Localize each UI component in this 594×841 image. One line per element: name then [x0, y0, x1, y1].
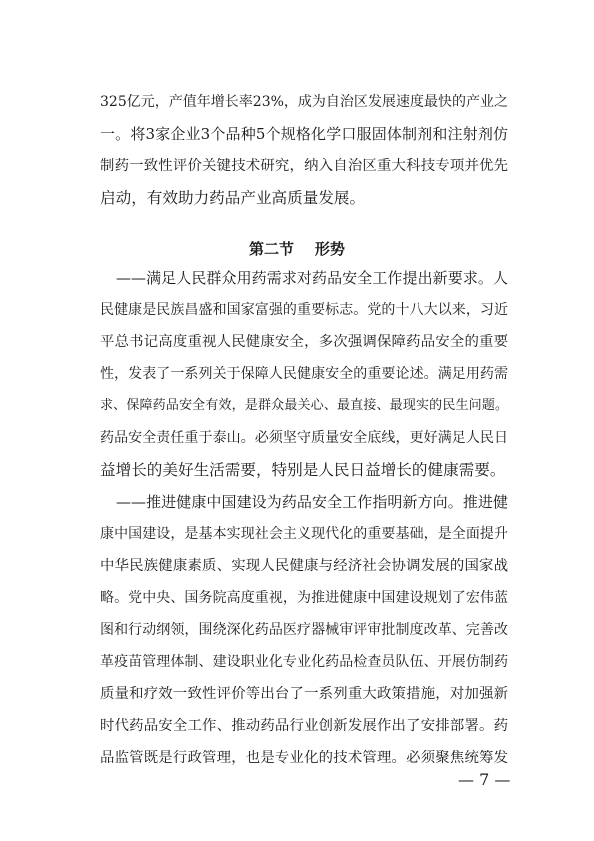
paragraph-2-line-7: 益增长的美好生活需要，特别是人民日益增长的健康需要。	[100, 461, 506, 479]
paragraph-3-line-9: 品监管既是行政管理，也是专业化的技术管理。必须聚焦统筹发	[100, 750, 508, 766]
paragraph-3-line-7: 质量和疗效一致性评价等出台了一系列重大政策措施，对加强新	[100, 686, 508, 702]
paragraph-3-line-6: 革疫苗管理体制、建设职业化专业化药品检查员队伍、开展仿制药	[100, 654, 508, 670]
paragraph-3-line-2: 康中国建设，是基本实现社会主义现代化的重要基础，是全面提升	[100, 526, 508, 542]
paragraph-3-line-5: 图和行动纲领，围绕深化药品医疗器械审评审批制度改革、完善改	[100, 622, 508, 638]
paragraph-2-line-3: 平总书记高度重视人民健康安全，多次强调保障药品安全的重要	[100, 334, 508, 350]
page-number: — 7 —	[458, 770, 511, 789]
paragraph-1-line-4: 启动，有效助力药品产业高质量发展。	[100, 189, 366, 207]
paragraph-2-line-4: 性，发表了一系列关于保障人民健康安全的重要论述。满足用药需	[100, 366, 508, 382]
paragraph-3-line-1: ——推进健康中国建设为药品安全工作指明新方向。推进健	[116, 493, 508, 511]
paragraph-2-line-1: ——满足人民群众用药需求对药品安全工作提出新要求。人	[116, 269, 508, 287]
section-heading: 第二节 形势	[249, 240, 345, 258]
paragraph-2-line-5: 求、保障药品安全有效，是群众最关心、最直接、最现实的民生问题。	[100, 398, 508, 413]
paragraph-3-line-4: 略。党中央、国务院高度重视，为推进健康中国建设规划了宏伟蓝	[100, 590, 508, 606]
paragraph-1-line-1: 325亿元，产值年增长率23%，成为自治区发展速度最快的产业之	[100, 94, 508, 110]
paragraph-1-line-3: 制药一致性评价关键技术研究，纳入自治区重大科技专项并优先	[100, 158, 508, 174]
paragraph-1-line-2: 一。将3家企业3个品种5个规格化学口服固体制剂和注射剂仿	[100, 125, 508, 143]
paragraph-3-line-8: 时代药品安全工作、推动药品行业创新发展作出了安排部署。药	[100, 718, 508, 734]
paragraph-2-line-2: 民健康是民族昌盛和国家富强的重要标志。党的十八大以来，习近	[100, 302, 508, 318]
paragraph-2-line-6: 药品安全责任重于泰山。必须坚守质量安全底线，更好满足人民日	[100, 430, 508, 446]
paragraph-3-line-3: 中华民族健康素质、实现人民健康与经济社会协调发展的国家战	[100, 558, 508, 574]
